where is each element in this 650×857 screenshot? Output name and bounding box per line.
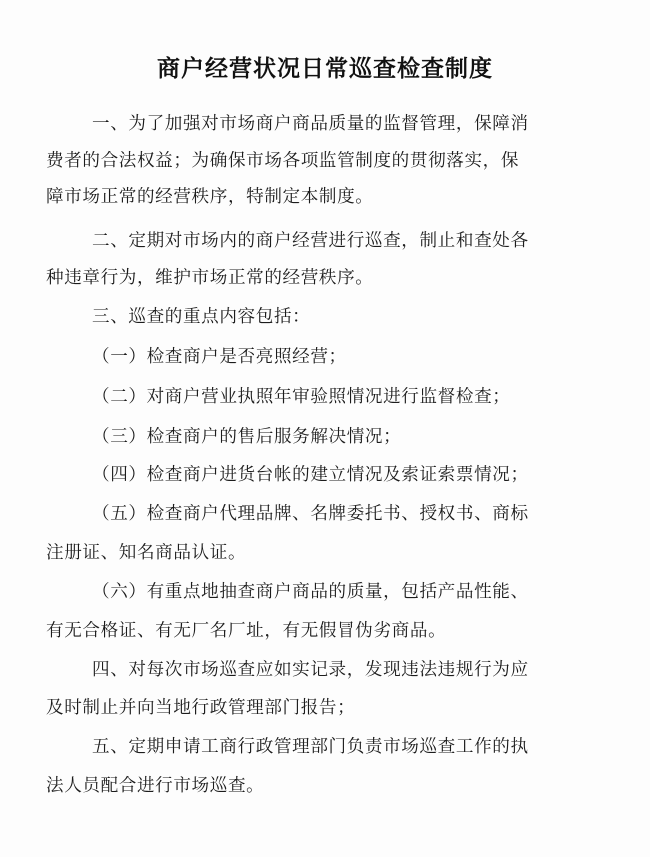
text-line: （六）有重点地抽查商户商品的质量，包括产品性能、 <box>92 582 529 602</box>
text-line: （二）对商户营业执照年审验照情况进行监督检查； <box>92 387 511 407</box>
text-line: 三、巡查的重点内容包括： <box>92 307 311 327</box>
text-line: 障市场正常的经营秩序，特制定本制度。 <box>46 187 374 207</box>
page-title: 商户经营状况日常巡查检查制度 <box>157 55 493 82</box>
text-line: 种违章行为，维护市场正常的经营秩序。 <box>46 268 374 288</box>
text-line: （三）检查商户的售后服务解决情况； <box>92 427 402 447</box>
text-line: （四）检查商户进货台帐的建立情况及索证索票情况； <box>92 465 529 485</box>
text-line: 四、对每次市场巡查应如实记录，发现违法违规行为应 <box>92 660 529 680</box>
text-line: 及时制止并向当地行政管理部门报告； <box>46 698 356 718</box>
text-line: 五、定期申请工商行政管理部门负责市场巡查工作的执 <box>92 737 529 757</box>
text-line: 费者的合法权益；为确保市场各项监管制度的贯彻落实，保 <box>46 151 520 171</box>
text-line: 法人员配合进行市场巡查。 <box>46 776 265 796</box>
text-line: 二、定期对市场内的商户经营进行巡查，制止和查处各 <box>92 231 529 251</box>
text-line: 一、为了加强对市场商户商品质量的监督管理，保障消 <box>92 114 529 134</box>
text-line: （五）检查商户代理品牌、名牌委托书、授权书、商标 <box>92 504 529 524</box>
text-line: （一）检查商户是否亮照经营； <box>92 347 347 367</box>
text-line: 有无合格证、有无厂名厂址，有无假冒伪劣商品。 <box>46 621 447 641</box>
text-line: 注册证、知名商品认证。 <box>46 543 247 563</box>
